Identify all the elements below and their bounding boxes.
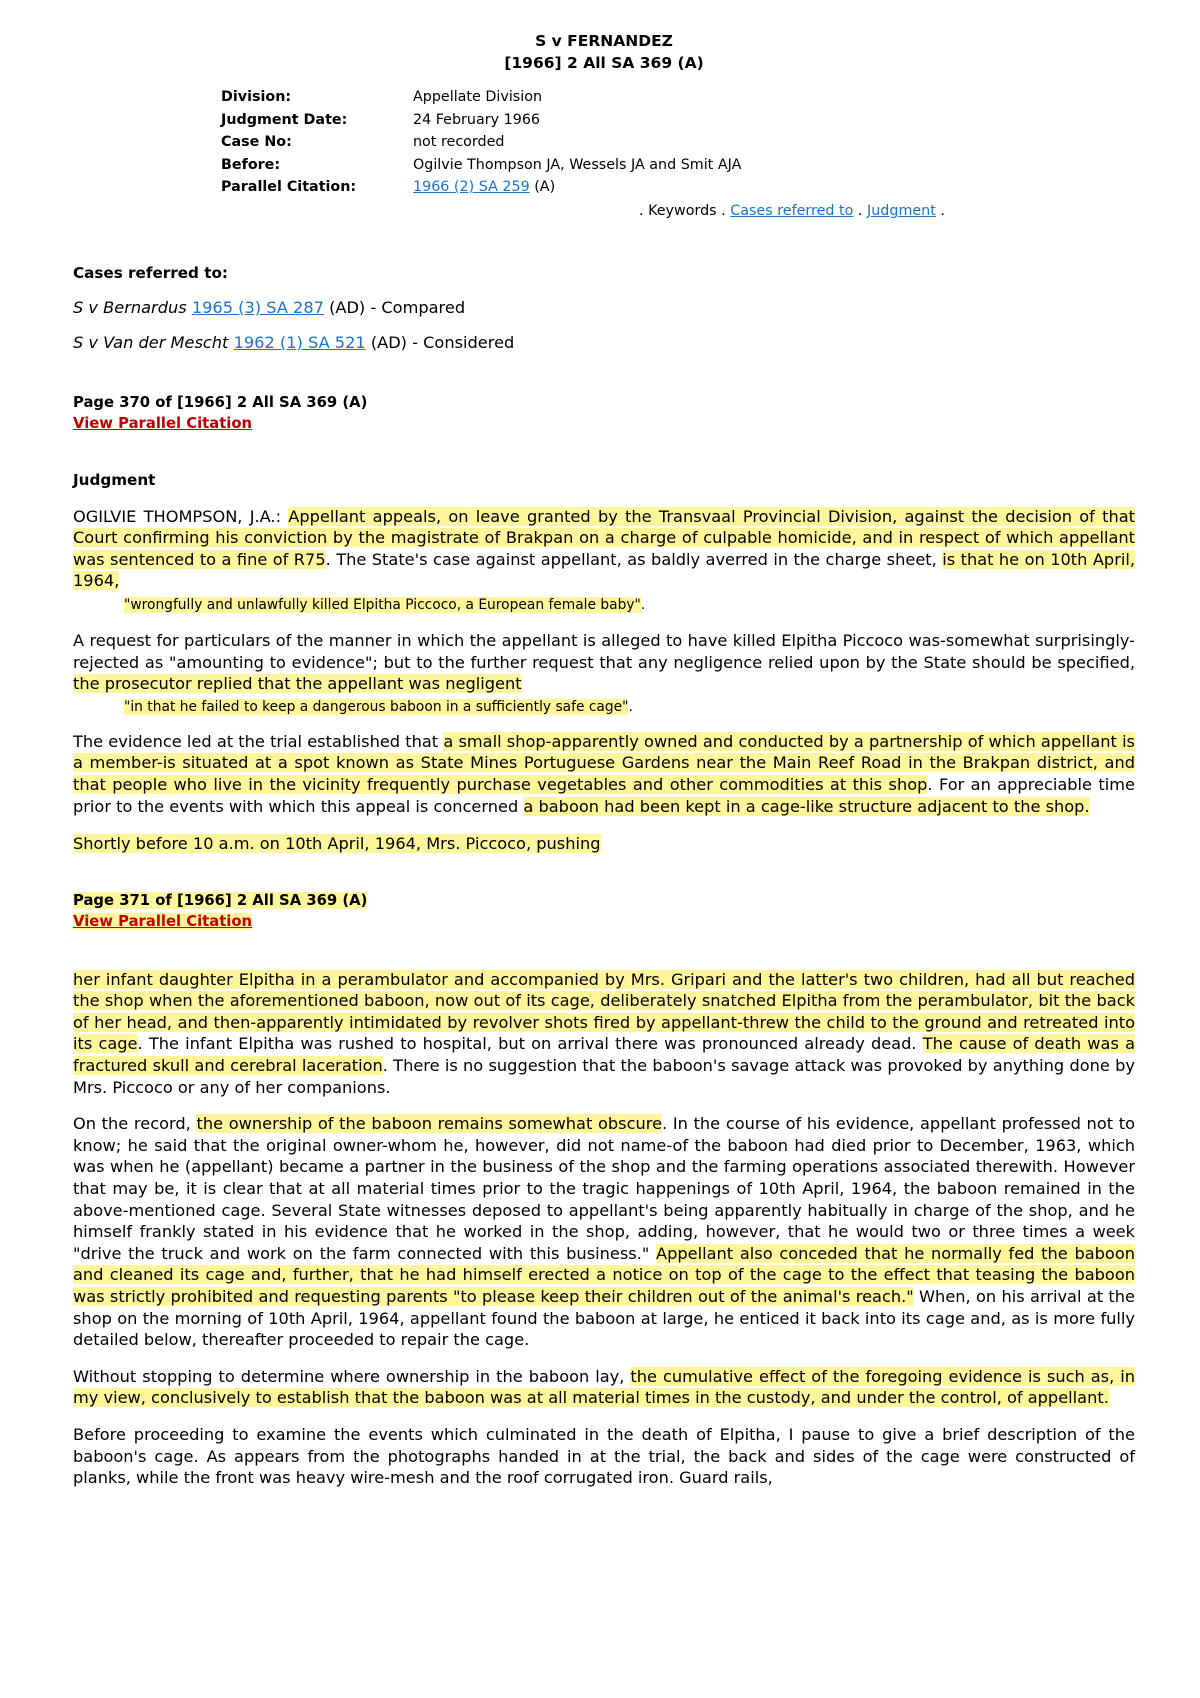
highlighted-text: Appellant appeals, on leave granted by the Transvaal Provincial Division, against the decision of that Court confirming his conviction by the magistrate of Brakpan on a charge of culpable homicide, and in respect of which appellant was sentenced to a fine of R75 (73, 506, 1135, 569)
text-run: . There is no suggestion that the baboon's savage attack was provoked by anything done by Mrs. Piccoco or any of her companions. (73, 1056, 1135, 1097)
text-run: . In the course of his evidence, appellant professed not to know; he said that the original owner-whom he, however, did not name-of the baboon had died prior to December, 1963, which was when he (appellant) became a partner in the business of the shop and the farming operations associated therewith. However that may be, it is clear that at all material times prior to the tragic happenings of 10th April, 1964, the baboon remained in the above-mentioned cage. Several State witnesses deposed to appellant's being apparently habitually in charge of the shop, and he himself frankly stated in his evidence that he worked in the shop, adding, however, that he would two or three times a week "drive the truck and work on the farm connected with this business." (73, 1114, 1136, 1263)
paragraph (73, 1366, 1135, 1409)
page-reference-370: Page 370 of [1966] 2 All SA 369 (A) (73, 393, 368, 411)
paragraph (73, 731, 1135, 817)
judgment-heading: Judgment (73, 470, 156, 489)
meta-row-division (221, 86, 1135, 109)
page-reference-370-link-wrap (73, 413, 1135, 433)
parallel-citation-suffix: (A) (529, 179, 556, 196)
nav-separator: . (853, 202, 868, 219)
parallel-citation-label: Parallel Citation: (221, 179, 357, 196)
before-value: Ogilvie Thompson JA, Wessels JA and Smit AJA (413, 156, 742, 173)
text-run: The evidence led at the trial established that (73, 731, 444, 751)
case-treatment: (AD) - Considered (365, 332, 515, 352)
section-nav (639, 200, 1135, 223)
block-quote (124, 595, 1135, 615)
text-run: . The State's case against appellant, as baldly averred in the charge sheet, (325, 549, 943, 569)
paragraph (73, 1113, 1135, 1351)
nav-keywords: . Keywords . (639, 202, 731, 219)
text-run: . For an appreciable time prior to the events with which this appeal is concerned (73, 774, 1135, 816)
case-metadata (221, 86, 1135, 223)
highlighted-text: the prosecutor replied that the appellant was negligent (73, 674, 522, 694)
paragraph (73, 1424, 1135, 1489)
highlighted-text: Appellant also conceded that he normally fed the baboon and cleaned its cage and, further, that he had himself erected a notice on top of the cage to the effect that teasing the baboon was strictly prohibited and requesting parents "to please keep their children out of the animal's reach." (73, 1243, 1135, 1306)
highlighted-text: a baboon had been kept in a cage-like structure adjacent to the shop. (523, 796, 1090, 816)
paragraph (73, 506, 1135, 592)
view-parallel-citation-link[interactable]: View Parallel Citation (73, 912, 253, 930)
meta-row-date (221, 109, 1135, 132)
cases-referred-heading: Cases referred to: (73, 263, 228, 282)
case-reference (73, 298, 1135, 317)
nav-cases-referred-link[interactable]: Cases referred to (730, 202, 854, 219)
page-reference-label: Page 371 of [1966] 2 All SA 369 (A) (73, 891, 368, 909)
parallel-citation-link[interactable]: 1966 (2) SA 259 (413, 179, 530, 196)
case-name: S v Bernardus (73, 297, 187, 317)
nav-end: . (935, 202, 945, 219)
before-label: Before: (221, 156, 281, 173)
text-run: . (640, 596, 646, 613)
meta-row-caseno (221, 131, 1135, 154)
paragraph (73, 630, 1135, 695)
case-no-label: Case No: (221, 134, 292, 151)
highlighted-text: is that he on 10th April, 1964, (73, 549, 1135, 591)
text-run: A request for particulars of the manner in which the appellant is alleged to have killed Elpitha Piccoco was-somewhat surprisingly-rejected as "amounting to evidence"; but to the further request that any negligence relied upon by the State should be specified, (73, 630, 1135, 672)
highlighted-text: the ownership of the baboon remains somewhat obscure (196, 1114, 663, 1134)
page-reference-371 (73, 891, 1135, 911)
highlighted-text: her infant daughter Elpitha in a perambulator and accompanied by Mrs. Gripari and the latter's two children, had all but reached the shop when the aforementioned baboon, now out of its cage, deliberately snatched Elpitha from the perambulator, bit the back of her head, and then-apparently intimidated by revolver shots fired by appellant-threw the child to the ground and retreated into its cage (73, 969, 1135, 1054)
case-citation-link[interactable]: 1962 (1) SA 521 (233, 332, 366, 352)
case-reference (73, 333, 1135, 352)
case-title: S v FERNANDEZ (535, 32, 673, 50)
division-value: Appellate Division (413, 89, 543, 105)
text-run: OGILVIE THOMPSON, J.A.: (73, 506, 289, 526)
highlighted-text: Shortly before 10 a.m. on 10th April, 1964, Mrs. Piccoco, pushing (73, 834, 601, 854)
case-treatment: (AD) - Compared (323, 297, 466, 317)
text-run: Before proceeding to examine the events which culminated in the death of Elpitha, I pause to give a brief description of the baboon's cage. As appears from the photographs handed in at the trial, the back and sides of the cage were constructed of planks, while the front was heavy wire-mesh and the roof corrugated iron. Guard rails, (73, 1424, 1135, 1488)
highlighted-text: The cause of death was a fractured skull and cerebral laceration (73, 1034, 1135, 1076)
judgment-date-value: 24 February 1966 (413, 111, 541, 128)
case-no-value: not recorded (413, 134, 505, 151)
paragraph (73, 969, 1135, 1099)
text-run: On the record, (73, 1114, 197, 1134)
case-citation-link[interactable]: 1965 (3) SA 287 (191, 297, 324, 317)
text-run: When, on his arrival at the shop on the morning of 10th April, 1964, appellant found the baboon at large, he enticed it back into its cage and, as is more fully detailed below, thereafter proceeded to repair the cage. (73, 1287, 1135, 1350)
text-run: . The infant Elpitha was rushed to hospital, but on arrival there was pronounced already dead. (137, 1034, 923, 1054)
judgment-document (73, 0, 1135, 1489)
judgment-date-label: Judgment Date: (221, 111, 348, 128)
case-name: S v Van der Mescht (73, 332, 229, 352)
meta-row-parallel (221, 176, 1135, 199)
text-run: . (628, 698, 633, 715)
highlighted-text: a small shop-apparently owned and conducted by a partnership of which appellant is a member-is situated at a spot known as State Mines Portuguese Gardens near the Main Reef Road in the Brakpan district, and that people who live in the vicinity frequently purchase vegetables and other commodities at this shop (73, 731, 1135, 794)
view-parallel-citation-link[interactable]: View Parallel Citation (73, 414, 253, 432)
paragraph (73, 833, 1135, 855)
case-citation: [1966] 2 All SA 369 (A) (504, 54, 704, 72)
block-quote (124, 697, 1135, 717)
highlighted-text: the cumulative effect of the foregoing evidence is such as, in my view, conclusively to establish that the baboon was at all material times in the custody, and under the control, of appellant. (73, 1366, 1135, 1408)
division-label: Division: (221, 89, 292, 105)
nav-judgment-link[interactable]: Judgment (867, 202, 936, 219)
highlighted-text: "in that he failed to keep a dangerous baboon in a sufficiently safe cage" (124, 698, 629, 715)
page-reference-371-link-wrap (73, 911, 1135, 931)
text-run: Without stopping to determine where ownership in the baboon lay, (73, 1366, 631, 1386)
parallel-citation-value (413, 176, 555, 199)
meta-row-before (221, 154, 1135, 177)
highlighted-text: "wrongfully and unlawfully killed Elpitha Piccoco, a European female baby" (124, 596, 641, 613)
